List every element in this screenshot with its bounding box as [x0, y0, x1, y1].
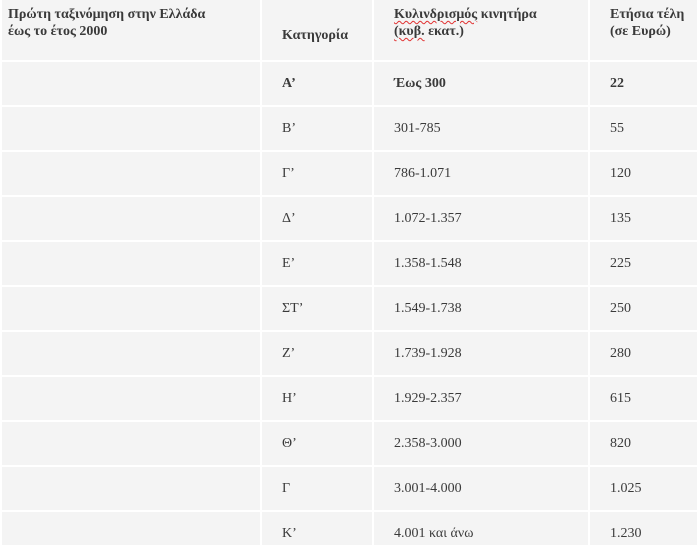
cell-first-registration [2, 377, 260, 420]
cell-first-registration [2, 242, 260, 285]
cell-annual-fee: 55 [590, 107, 697, 150]
cell-first-registration [2, 197, 260, 240]
header-engine-word-engine: κινητήρα [477, 7, 537, 22]
cell-annual-fee: 22 [590, 62, 697, 105]
cell-engine-capacity: 1.549-1.738 [374, 287, 588, 330]
table-body [2, 62, 697, 545]
cell-engine-capacity: 1.739-1.928 [374, 332, 588, 375]
cell-annual-fee: 250 [590, 287, 697, 330]
cell-annual-fee: 820 [590, 422, 697, 465]
header-first-registration [2, 0, 260, 60]
table-row [2, 422, 697, 465]
cell-annual-fee: 225 [590, 242, 697, 285]
header-first-registration-line2: έως το έτος 2000 [8, 24, 108, 39]
header-engine-capacity [374, 0, 588, 60]
cell-first-registration [2, 512, 260, 545]
table-row [2, 332, 697, 375]
header-engine-word-units: εκατ.) [424, 24, 464, 39]
cell-first-registration [2, 152, 260, 195]
spellcheck-word-cylinder: Κυλινδρισμός [394, 7, 478, 22]
header-engine-capacity-line1 [394, 6, 588, 23]
cell-annual-fee: 280 [590, 332, 697, 375]
cell-first-registration [2, 467, 260, 510]
cell-category: ΣΤ’ [262, 287, 372, 330]
table-row [2, 197, 697, 240]
cell-category: Β’ [262, 107, 372, 150]
cell-annual-fee: 120 [590, 152, 697, 195]
header-engine-capacity-line2 [394, 23, 588, 40]
cell-annual-fee: 1.230 [590, 512, 697, 545]
header-annual-fee-line2: (σε Ευρώ) [610, 24, 671, 39]
cell-engine-capacity: 1.072-1.357 [374, 197, 588, 240]
cell-engine-capacity: 1.358-1.548 [374, 242, 588, 285]
cell-category: Ε’ [262, 242, 372, 285]
table-row [2, 107, 697, 150]
cell-category: Θ’ [262, 422, 372, 465]
cell-first-registration [2, 422, 260, 465]
cell-engine-capacity: 301-785 [374, 107, 588, 150]
table-row [2, 62, 697, 105]
header-first-registration-line1: Πρώτη ταξινόμηση στην Ελλάδα [8, 7, 206, 22]
cell-category: Η’ [262, 377, 372, 420]
table-row [2, 287, 697, 330]
cell-category: Ζ’ [262, 332, 372, 375]
header-category [262, 0, 372, 60]
cell-engine-capacity: 4.001 και άνω [374, 512, 588, 545]
cell-annual-fee: 1.025 [590, 467, 697, 510]
table-row [2, 467, 697, 510]
cell-category: Κ’ [262, 512, 372, 545]
table-header-row [2, 0, 697, 60]
table-row [2, 377, 697, 420]
cell-annual-fee: 615 [590, 377, 697, 420]
cell-first-registration [2, 332, 260, 375]
cell-first-registration [2, 107, 260, 150]
cell-engine-capacity: Έως 300 [374, 62, 588, 105]
table-row [2, 512, 697, 545]
header-annual-fee [590, 0, 697, 60]
header-category-label: Κατηγορία [282, 27, 349, 43]
cell-engine-capacity: 3.001-4.000 [374, 467, 588, 510]
cell-category: Γ [262, 467, 372, 510]
cell-first-registration [2, 287, 260, 330]
cell-category: Δ’ [262, 197, 372, 240]
header-annual-fee-line1: Ετήσια τέλη [610, 7, 685, 22]
cell-engine-capacity: 786-1.071 [374, 152, 588, 195]
cell-category: Α’ [262, 62, 372, 105]
cell-engine-capacity: 1.929-2.357 [374, 377, 588, 420]
cell-annual-fee: 135 [590, 197, 697, 240]
spellcheck-word-cc: (κυβ. [394, 24, 425, 39]
cell-engine-capacity: 2.358-3.000 [374, 422, 588, 465]
table-row [2, 242, 697, 285]
cell-category: Γ’ [262, 152, 372, 195]
cell-first-registration [2, 62, 260, 105]
table-row [2, 152, 697, 195]
